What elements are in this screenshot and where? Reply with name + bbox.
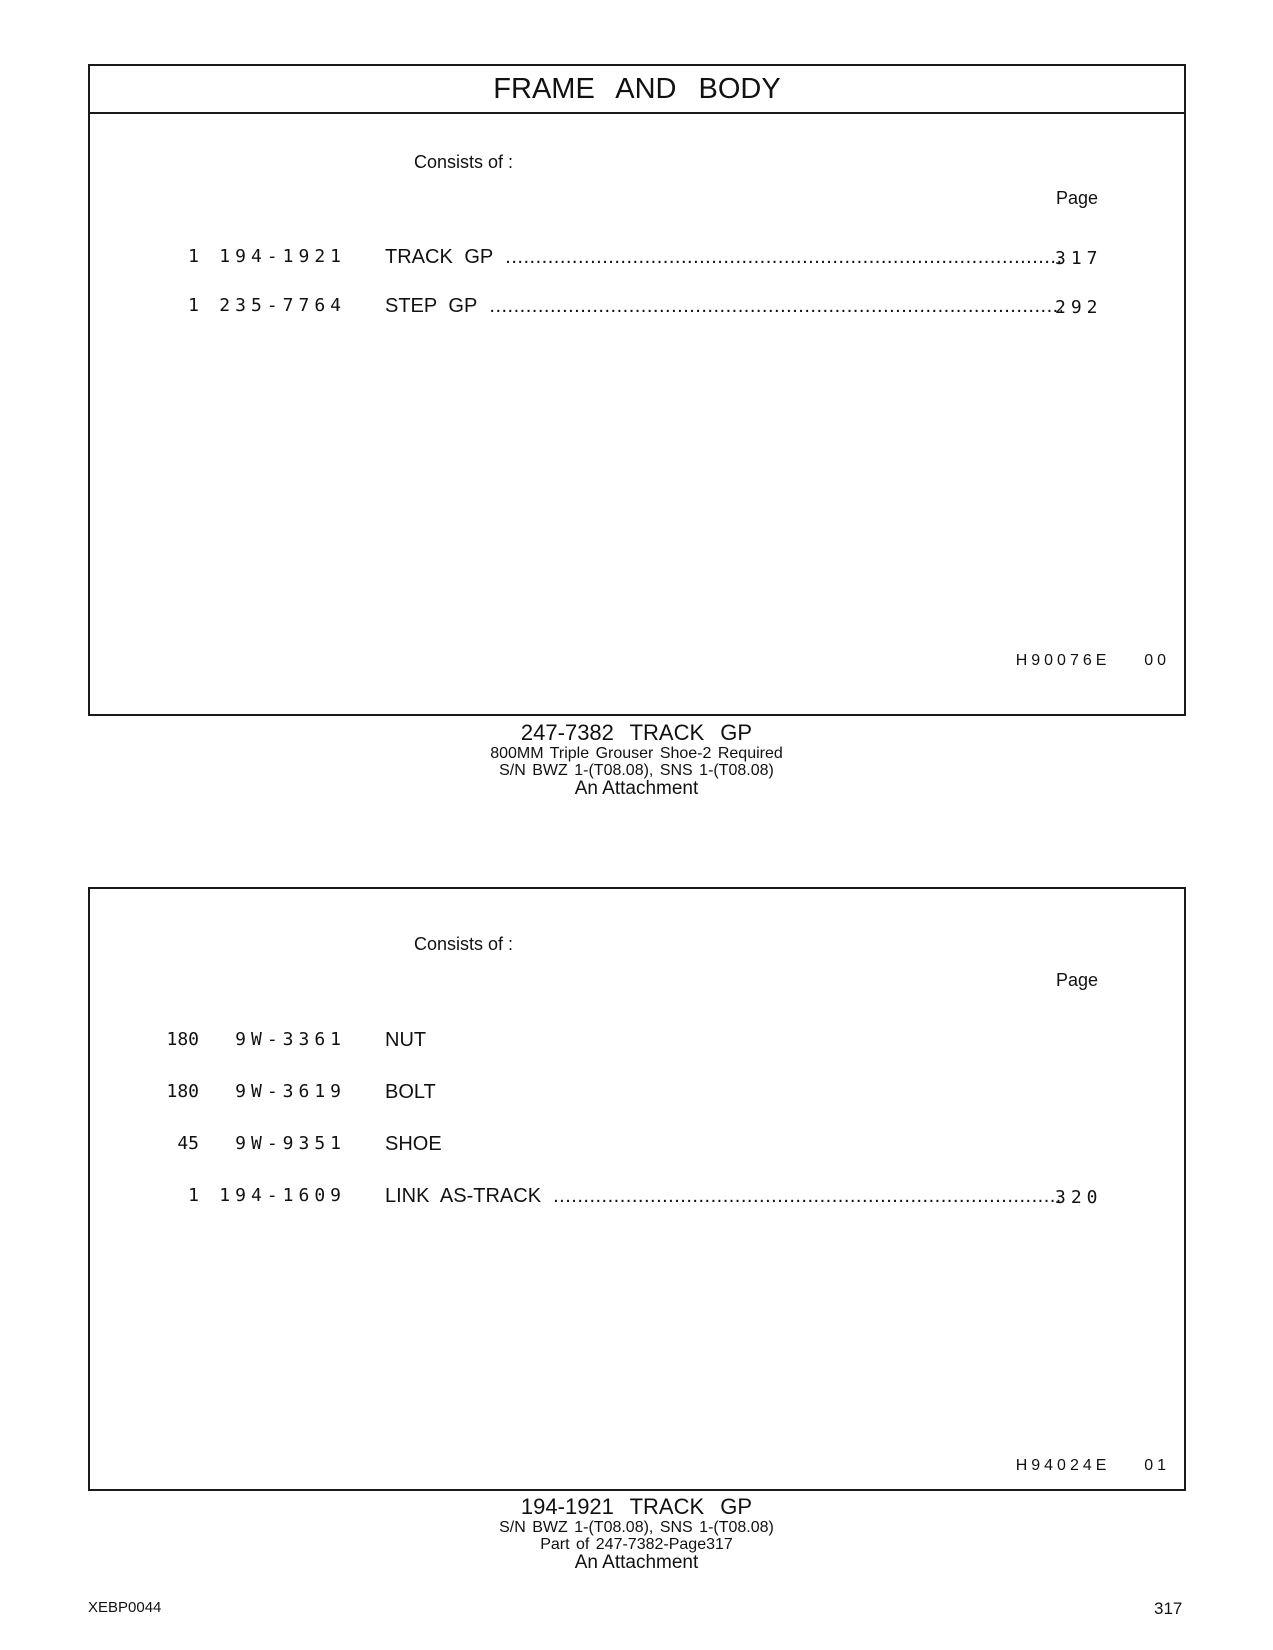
page-reference: 292 xyxy=(1055,297,1103,318)
quantity: 180 xyxy=(166,1029,199,1050)
part-description: STEP GP ..... xyxy=(385,295,1062,318)
page-column-header: Page xyxy=(1056,188,1099,208)
page-number: 317 xyxy=(1154,1599,1183,1618)
quantity: 1 xyxy=(188,1185,199,1206)
caption-attachment: An Attachment xyxy=(574,1552,699,1573)
group-caption xyxy=(0,1495,1273,1572)
part-description: TRACK GP ..... xyxy=(385,246,1062,269)
caption-title: 194-1921 TRACK GP xyxy=(520,1494,753,1519)
page-column-header: Page xyxy=(1056,970,1099,990)
parts-row xyxy=(90,1185,1184,1211)
part-number: 9W-3619 xyxy=(235,1081,346,1102)
page-reference: 320 xyxy=(1055,1187,1103,1208)
caption-line: S/N BWZ 1-(T08.08), SNS 1-(T08.08) xyxy=(499,762,774,779)
consists-of-label: Consists of : xyxy=(414,152,514,172)
illustration-code: H90076E 00 xyxy=(1015,652,1170,669)
part-number: 9W-3361 xyxy=(235,1029,346,1050)
parts-row xyxy=(90,1133,1184,1159)
parts-panel-track-gp xyxy=(88,887,1186,1491)
caption-line: 800MM Triple Grouser Shoe-2 Required xyxy=(490,745,783,762)
parts-row xyxy=(90,246,1184,272)
caption-line: S/N BWZ 1-(T08.08), SNS 1-(T08.08) xyxy=(499,1519,774,1536)
quantity: 1 xyxy=(188,246,199,267)
section-title: FRAME AND BODY xyxy=(90,66,1184,114)
part-number: 9W-9351 xyxy=(235,1133,346,1154)
parts-row xyxy=(90,295,1184,321)
quantity: 180 xyxy=(166,1081,199,1102)
quantity: 45 xyxy=(177,1133,199,1154)
caption-title: 247-7382 TRACK GP xyxy=(520,720,753,745)
parts-row xyxy=(90,1081,1184,1107)
document-id: XEBP0044 xyxy=(88,1599,162,1616)
part-number: 194-1921 xyxy=(219,246,346,267)
part-description: BOLT xyxy=(385,1081,436,1103)
part-description: LINK AS-TRACK ..... xyxy=(385,1185,1062,1208)
part-number: 235-7764 xyxy=(219,295,346,316)
parts-row xyxy=(90,1029,1184,1055)
caption-attachment: An Attachment xyxy=(574,778,699,799)
group-caption xyxy=(0,721,1273,798)
parts-panel-frame-and-body xyxy=(88,64,1186,716)
caption-line: Part of 247-7382-Page317 xyxy=(540,1536,733,1553)
part-description: SHOE xyxy=(385,1133,442,1155)
consists-of-label: Consists of : xyxy=(414,934,514,954)
part-description: NUT xyxy=(385,1029,427,1051)
part-number: 194-1609 xyxy=(219,1185,346,1206)
quantity: 1 xyxy=(188,295,199,316)
illustration-code: H94024E 01 xyxy=(1015,1457,1170,1474)
page-reference: 317 xyxy=(1055,248,1103,269)
